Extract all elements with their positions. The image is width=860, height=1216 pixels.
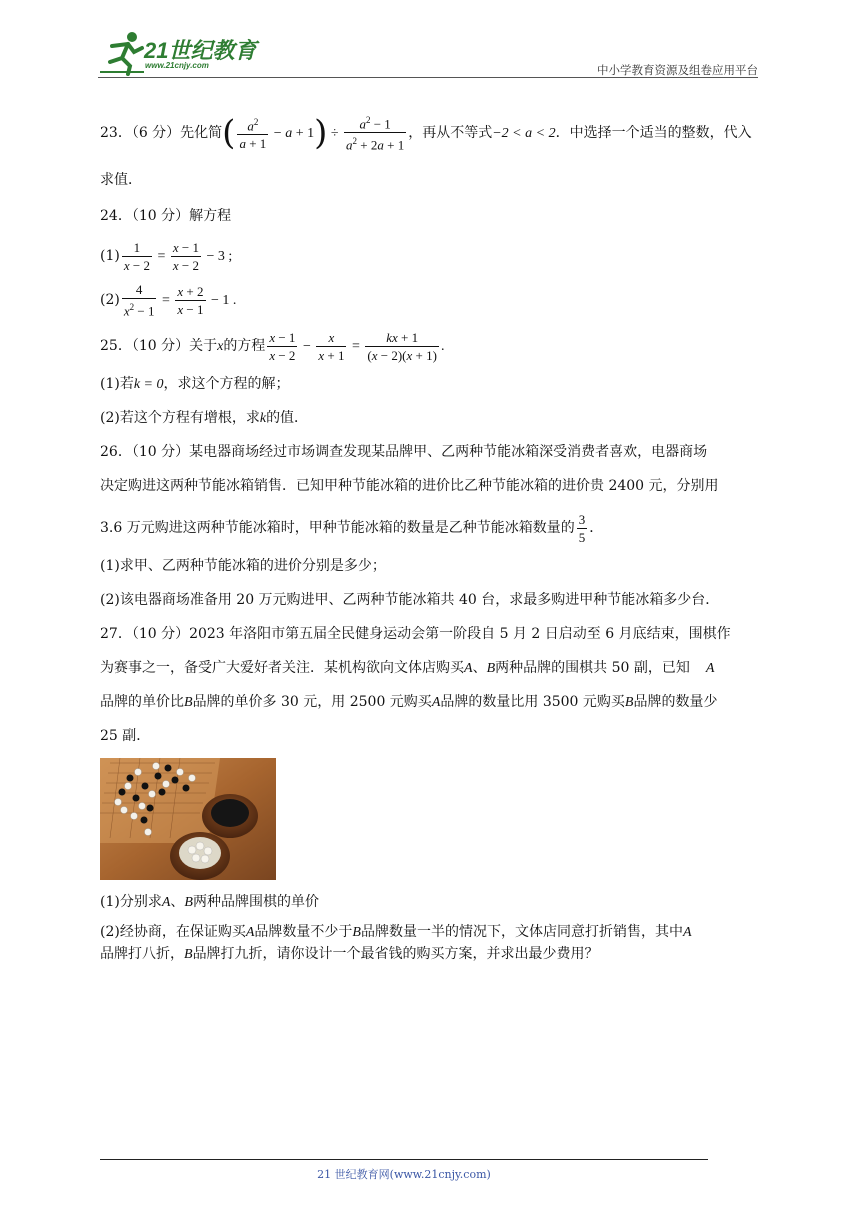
q27-line4: 25 副． [100,728,151,744]
q27-part2-line1: (2)经协商，在保证购买A品牌数量不少于B品牌数量一半的情况下，文体店同意打折销售，其中A [100,924,692,940]
site-logo [98,28,258,76]
runner-logo-icon [98,28,146,76]
q26-line2: 决定购进这两种节能冰箱销售．已知甲种节能冰箱的进价比乙种节能冰箱的进价贵 2400 元，分别用 [100,478,719,494]
q26-part2: (2)该电器商场准备用 20 万元购进甲、乙两种节能冰箱共 40 台，求最多购进甲种节能冰箱多少台． [100,592,720,608]
q24-part2: (2) $\frac{4}{x^2 - 1}$ = $\frac{x + 2}{x - 1}$ − 1 . [100,281,237,319]
q24-title: 24．（10 分）解方程 [100,208,232,224]
page-header [98,28,758,78]
q23-mid: ，再从不等式 [408,124,493,141]
footer-divider [100,1159,708,1160]
go-board-photo [100,758,276,880]
q23-line2: 求值． [100,172,142,188]
question-23: 23．（6 分）先化简( $\frac{a^2}{a + 1}$ − a + 1) ÷ $\frac{a^2 - 1}{a^2 + 2a + 1}$ ，再从不等式−2 < a < 2．中选择一个适当的整数，代入 [100,112,752,153]
q23-inequality: −2 < a < 2 [492,125,556,141]
q25-part2: (2)若这个方程有增根，求k的值． [100,410,309,426]
q26-line1: 26．（10 分）某电器商场经过市场调查发现某品牌甲、乙两种节能冰箱深受消费者喜欢，电器商场 [100,444,708,460]
logo-text: 21世纪教育 [144,38,257,63]
q27-part2-line2: 品牌打八折，B品牌打九折，请你设计一个最省钱的购买方案，并求出最少费用？ [100,946,599,962]
header-divider [98,77,758,78]
q27-line1: 27．（10 分）2023 年洛阳市第五届全民健身运动会第一阶段自 5 月 2 日启动至 6 月底结束，围棋作 [100,626,731,642]
header-platform-name: 中小学教育资源及组卷应用平台 [597,63,758,77]
q23-prefix: 23．（6 分）先化简 [100,124,223,141]
q26-line3: 3.6 万元购进这两种节能冰箱时，甲种节能冰箱的数量是乙种节能冰箱数量的 $\frac{3}{5}$ ． [100,511,604,545]
question-25: 25．（10 分）关于x的方程 $\frac{x - 1}{x - 2}$ − $\frac{x}{x + 1}$ = $\frac{kx + 1}{(x - 2)(x + 1)}$ . [100,329,445,363]
q27-line3: 品牌的单价比B品牌的单价多 30 元，用 2500 元购买A品牌的数量比用 3500 元购买B品牌的数量少 [100,694,718,710]
logo-url: www.21cnjy.com [145,61,209,70]
q26-part1: (1)求甲、乙两种节能冰箱的进价分别是多少； [100,558,386,574]
q23-suffix: ．中选择一个适当的整数，代入 [555,124,752,141]
q27-line2: 为赛事之一，备受广大爱好者关注．某机构欲向文体店购买A、B两种品牌的围棋共 50 副，已知 A [100,660,715,676]
q25-part1: (1)若k = 0，求这个方程的解； [100,376,290,392]
footer-site-link[interactable]: 21 世纪教育网(www.21cnjy.com) [317,1168,491,1181]
q27-part1: (1)分别求A、B两种品牌围棋的单价 [100,894,319,910]
q24-part1: (1) $\frac{1}{x - 2}$ = $\frac{x - 1}{x - 2}$ − 3 ; [100,239,233,273]
